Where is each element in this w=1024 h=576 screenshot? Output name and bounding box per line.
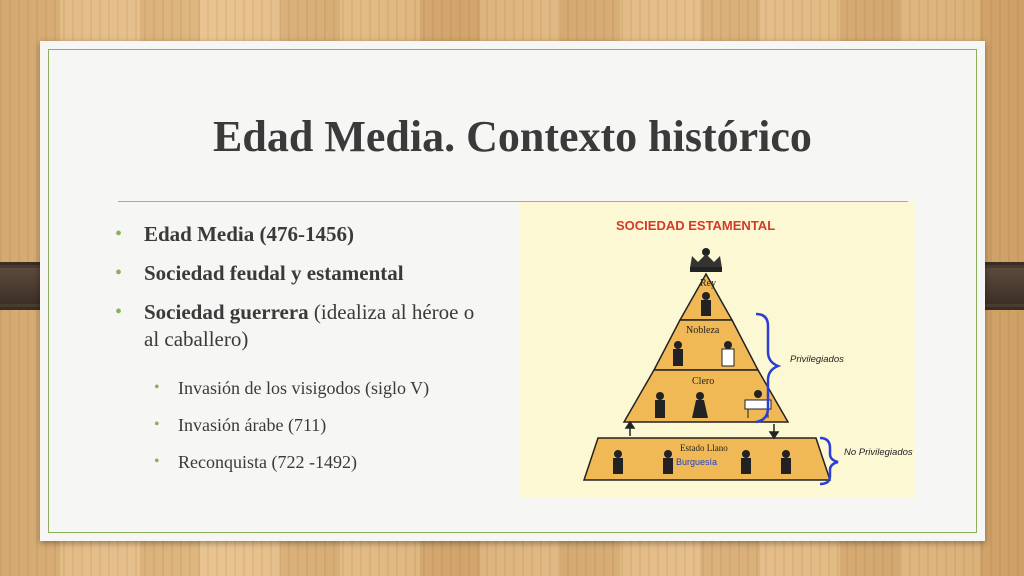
bullet-dot-icon: • [115, 301, 123, 323]
arrow-up-icon [626, 422, 634, 436]
bullet-text-bold: Sociedad feudal y estamental [144, 261, 404, 285]
bullet-text-regular: (idealiza al héroe o al caballero) [144, 300, 475, 351]
level-label-clero: Clero [692, 376, 715, 387]
sub-bullet-text: Invasión de los visigodos (siglo V) [178, 378, 430, 398]
level-label-estado-llano: Estado Llano [680, 443, 728, 453]
bullet-text-bold: Edad Media (476-1456) [144, 222, 354, 246]
level-label-nobleza: Nobleza [686, 325, 720, 336]
merchant-figure-icon [741, 450, 751, 474]
sub-bullet-dot-icon: • [154, 379, 160, 396]
peasant-figure-icon [613, 450, 623, 474]
bullet-item [110, 221, 490, 248]
privilegiados-label: Privilegiados [790, 354, 844, 365]
farmer-figure-icon [781, 450, 791, 474]
pyramid-diagram [520, 202, 915, 497]
noble-figure-icon [673, 341, 683, 366]
crown-icon [690, 248, 722, 272]
sub-bullet-item [150, 376, 470, 400]
bullet-item [110, 260, 490, 287]
no-privilegiados-label: No Privilegiados [844, 447, 913, 458]
bullet-text-bold: Sociedad guerrera [144, 300, 309, 324]
sub-bullet-text: Reconquista (722 -1492) [178, 452, 357, 472]
sub-bullet-item [150, 413, 470, 437]
level-label-rey: Rey [700, 278, 717, 289]
mobility-arrows [626, 422, 778, 438]
peasant-figure-icon [663, 450, 673, 474]
sub-bullet-dot-icon: • [154, 416, 160, 433]
sub-bullet-dot-icon: • [154, 453, 160, 470]
burguesia-label: Burguesía [676, 457, 718, 467]
bullet-item [110, 299, 490, 353]
sub-bullet-text: Invasión árabe (711) [178, 415, 327, 435]
slide-paper [40, 41, 985, 541]
sociedad-estamental-figure [520, 202, 915, 497]
sub-bullet-item [150, 450, 470, 474]
king-figure-icon [701, 292, 711, 316]
bullet-dot-icon: • [115, 262, 123, 284]
sub-bullet-list [150, 376, 470, 487]
bullet-dot-icon: • [115, 223, 123, 245]
main-bullet-list [110, 221, 490, 365]
slide-title: Edad Media. Contexto histórico [213, 112, 812, 161]
arrow-down-icon [770, 424, 778, 438]
figure-title: SOCIEDAD ESTAMENTAL [616, 218, 776, 233]
knight-figure-icon [655, 392, 665, 418]
